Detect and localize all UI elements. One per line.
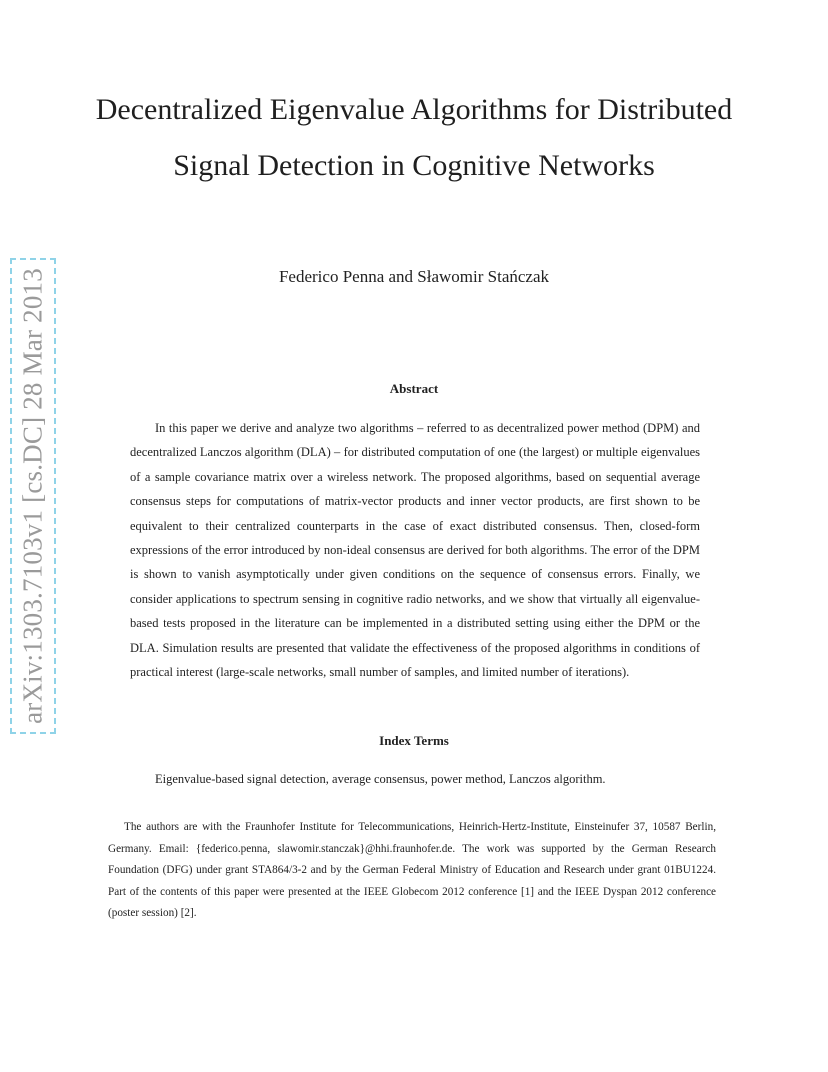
abstract-heading: Abstract [389,381,439,396]
arxiv-stamp [10,258,56,734]
abstract-text: In this paper we derive and analyze two algorithms – referred to as decentralized power method (DPM) and decentralized Lanczos algorithm (DLA) – for distributed computation of one (the largest) or multiple eigenvalues of a sample covariance matrix over a wireless network. The proposed algorithms, based on sequential average consensus steps for computations of matrix-vector products and inner vector products, are first shown to be equivalent to their centralized counterparts in the case of exact distributed consensus. Then, closed-form expressions of the error introduced by non-ideal consensus are derived for both algorithms. The error of the DPM is shown to vanish asymptotically under given conditions on the sequence of consensus errors. Finally, we consider applications to spectrum sensing in cognitive radio networks, and we show that virtually all eigenvalue-based tests proposed in the literature can be implemented in a distributed setting using either the DPM or the DLA. Simulation results are presented that validate the effectiveness of the proposed algorithms in conditions of practical interest (large-scale networks, small number of samples, and limited number of iterations). [130,421,700,680]
index-terms-text: Eigenvalue-based signal detection, average consensus, power method, Lanczos algorithm. [155,772,606,786]
arxiv-identifier: arXiv:1303.7103v1 [cs.DC] 28 Mar 2013 [17,268,48,724]
index-terms-heading: Index Terms [379,733,449,748]
paper-authors: Federico Penna and Sławomir Stańczak [278,267,550,286]
paper-title: Decentralized Eigenvalue Algorithms for Distributed Signal Detection in Cognitive Networks [95,93,733,182]
author-footnote: The authors are with the Fraunhofer Institute for Telecommunications, Heinrich-Hertz-Institute, Einsteinufer 37, 10587 Berlin, Germany. Email: {federico.penna, slawomir.stanczak}@hhi.fraunhofer.de. The work was supported by the German Research Foundation (DFG) under grant STA864/3-2 and by the German Federal Ministry of Education and Research under grant 01BU1224. Part of the contents of this paper were presented at the IEEE Globecom 2012 conference [1] and the IEEE Dyspan 2012 conference (poster session) [2]. [108,821,716,920]
